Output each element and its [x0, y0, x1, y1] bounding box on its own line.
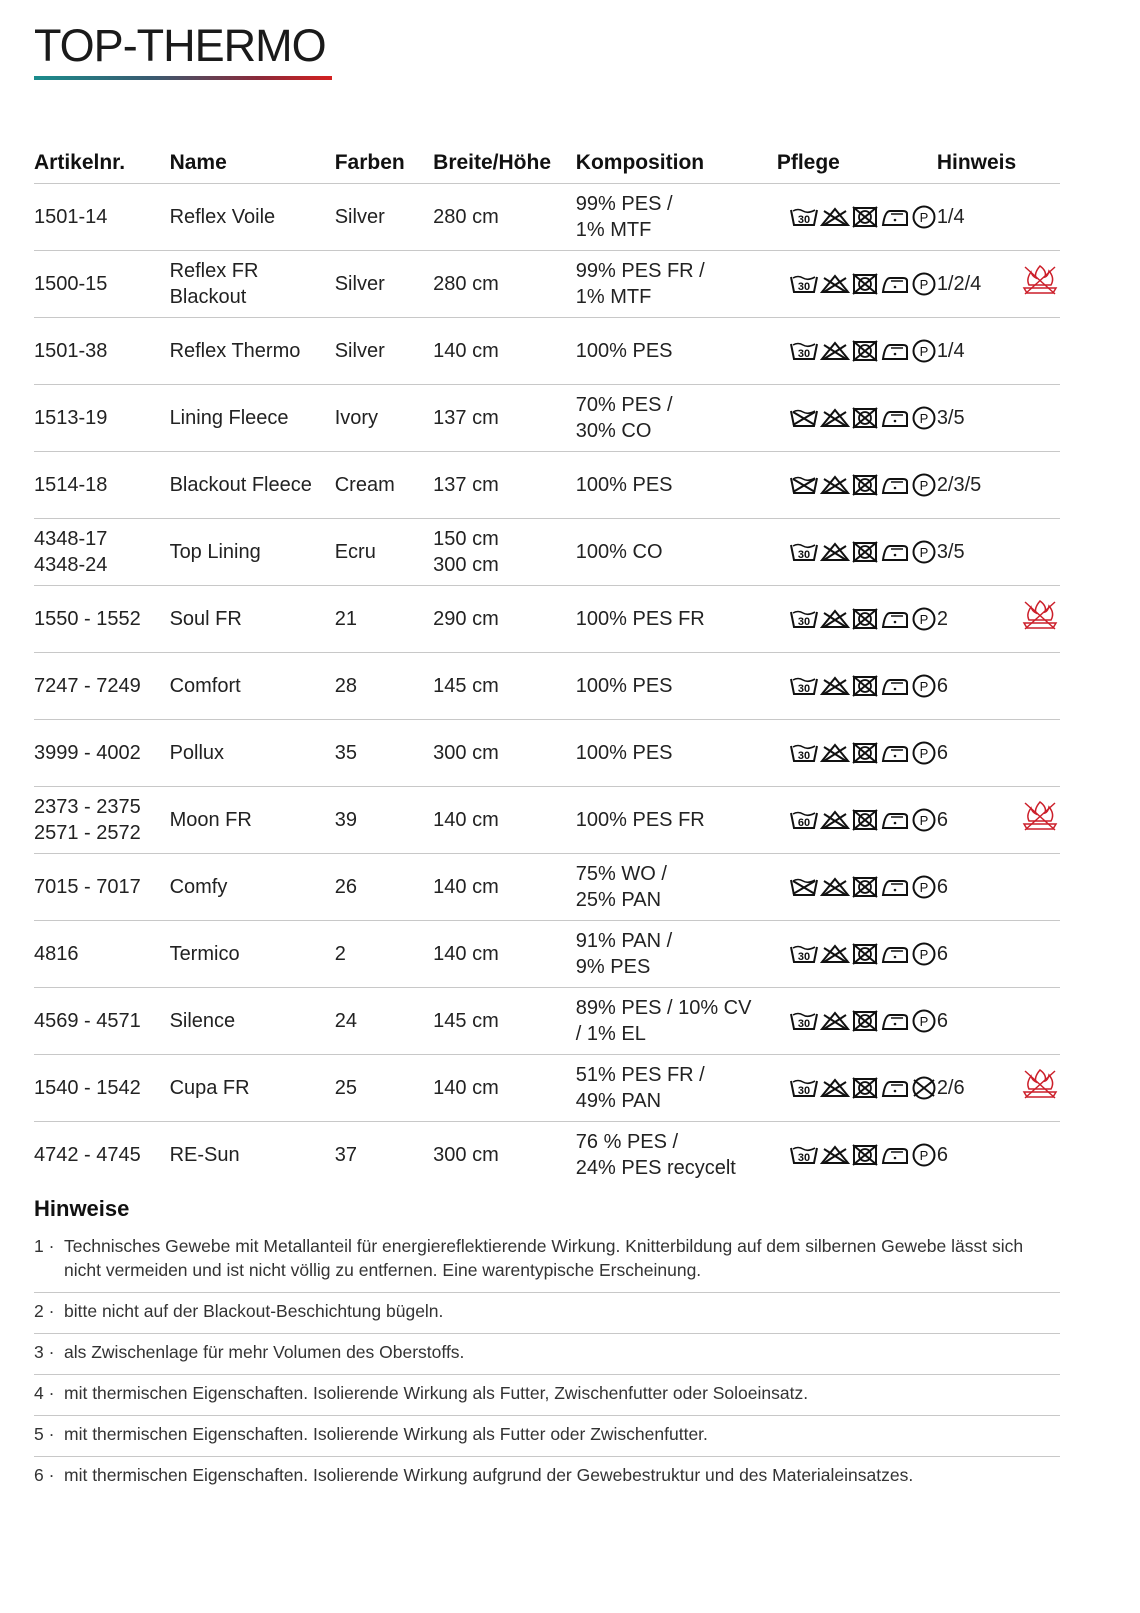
- cell-farben: 25: [335, 1054, 433, 1121]
- no-tumble-dry-icon: [851, 339, 879, 363]
- no-bleach-icon: [820, 1143, 850, 1167]
- note-text: mit thermischen Eigenschaften. Isolierende Wirkung aufgrund der Gewebestruktur und des Materialeinsatzes.: [64, 1465, 914, 1485]
- svg-text:P: P: [919, 343, 929, 359]
- cell-pflege: [777, 719, 937, 786]
- table-row: [34, 317, 1060, 384]
- svg-text:30: 30: [797, 749, 810, 762]
- no-bleach-icon: [820, 674, 850, 698]
- title-underline: [34, 76, 332, 80]
- no-tumble-dry-icon: [851, 406, 879, 430]
- svg-text:30: 30: [797, 1151, 810, 1164]
- cell-pflege: [777, 183, 937, 250]
- note-item: [34, 1334, 1060, 1375]
- cell-artikelnr: 4348-17 4348-24: [34, 518, 170, 585]
- table-row: [34, 853, 1060, 920]
- cell-hinweis: 6: [937, 719, 1016, 786]
- cell-artikelnr: 3999 - 4002: [34, 719, 170, 786]
- cell-flame: [1016, 250, 1060, 317]
- wash-tub-icon: [789, 674, 819, 698]
- iron-low-icon: [880, 339, 910, 363]
- cell-hinweis: 6: [937, 853, 1016, 920]
- svg-text:P: P: [919, 276, 929, 292]
- no-bleach-icon: [820, 1009, 850, 1033]
- cell-flame: [1016, 585, 1060, 652]
- cell-artikelnr: 4569 - 4571: [34, 987, 170, 1054]
- no-tumble-dry-icon: [851, 674, 879, 698]
- cell-artikelnr: 1501-14: [34, 183, 170, 250]
- svg-text:30: 30: [797, 682, 810, 695]
- care-symbols: [777, 472, 937, 498]
- dry-clean-p-icon: [911, 673, 937, 699]
- cell-hinweis: 1/4: [937, 183, 1016, 250]
- cell-farben: 35: [335, 719, 433, 786]
- cell-farben: 24: [335, 987, 433, 1054]
- cell-artikelnr: 1550 - 1552: [34, 585, 170, 652]
- svg-text:30: 30: [797, 1084, 810, 1097]
- wash-tub-icon: [789, 741, 819, 765]
- cell-name: Blackout Fleece: [170, 451, 335, 518]
- care-symbols: [777, 1008, 937, 1034]
- table-row: [34, 652, 1060, 719]
- no-tumble-dry-icon: [851, 473, 879, 497]
- cell-name: Pollux: [170, 719, 335, 786]
- cell-hinweis: 3/5: [937, 518, 1016, 585]
- table-row: [34, 384, 1060, 451]
- note-item: [34, 1228, 1060, 1293]
- table-header-row: [34, 147, 1060, 183]
- table-row: [34, 451, 1060, 518]
- no-tumble-dry-icon: [851, 875, 879, 899]
- svg-text:60: 60: [797, 816, 810, 829]
- cell-breite: 140 cm: [433, 920, 576, 987]
- no-tumble-dry-icon: [851, 1143, 879, 1167]
- note-text: als Zwischenlage für mehr Volumen des Oberstoffs.: [64, 1342, 465, 1362]
- note-text: mit thermischen Eigenschaften. Isolierende Wirkung als Futter, Zwischenfutter oder Soloeinsatz.: [64, 1383, 809, 1403]
- care-symbols: [777, 807, 937, 833]
- cell-pflege: [777, 853, 937, 920]
- page-title: TOP-THERMO: [34, 20, 326, 71]
- no-dry-clean-icon: [911, 1075, 937, 1101]
- cell-name: Reflex FR Blackout: [170, 250, 335, 317]
- cell-pflege: [777, 250, 937, 317]
- cell-breite: 300 cm: [433, 1143, 499, 1166]
- care-symbols: [777, 740, 937, 766]
- iron-low-icon: [880, 272, 910, 296]
- no-wash-icon: [789, 473, 819, 497]
- cell-farben: 37: [334, 1143, 357, 1166]
- cell-name: Cupa FR: [170, 1054, 335, 1121]
- no-tumble-dry-icon: [851, 808, 879, 832]
- iron-low-icon: [880, 741, 910, 765]
- svg-text:P: P: [919, 611, 929, 627]
- flame-retardant-icon: [1020, 1067, 1060, 1108]
- cell-farben: Silver: [335, 317, 433, 384]
- cell-artikelnr: 1513-19: [34, 384, 170, 451]
- no-tumble-dry-icon: [851, 607, 879, 631]
- cell-hinweis: 6: [936, 1143, 948, 1166]
- product-table: [34, 147, 1060, 1188]
- cell-breite: 280 cm: [433, 250, 576, 317]
- no-bleach-icon: [820, 1076, 850, 1100]
- note-number: 2 ·: [34, 1301, 55, 1321]
- cell-breite: 145 cm: [433, 987, 576, 1054]
- cell-komposition: 99% PES / 1% MTF: [576, 183, 777, 250]
- dry-clean-p-icon: [911, 1142, 937, 1168]
- svg-text:P: P: [919, 544, 929, 560]
- table-row: [34, 920, 1060, 987]
- cell-flame: [1016, 317, 1060, 384]
- cell-pflege: [777, 1054, 937, 1121]
- cell-breite: 140 cm: [433, 853, 576, 920]
- cell-name: Comfy: [170, 853, 335, 920]
- notes-section: [34, 1196, 1060, 1497]
- svg-text:P: P: [919, 812, 929, 828]
- iron-low-icon: [880, 1143, 910, 1167]
- cell-farben: 39: [335, 786, 433, 853]
- cell-komposition: 100% PES: [576, 317, 777, 384]
- svg-text:P: P: [919, 745, 929, 761]
- note-text: bitte nicht auf der Blackout-Beschichtung bügeln.: [64, 1301, 444, 1321]
- header-breite: Breite/Höhe: [433, 147, 576, 183]
- care-symbols: [777, 941, 937, 967]
- wash-tub-icon: [789, 339, 819, 363]
- cell-breite: 140 cm: [433, 1054, 576, 1121]
- page-header: [34, 18, 334, 80]
- svg-text:30: 30: [797, 213, 810, 226]
- no-bleach-icon: [820, 942, 850, 966]
- header-farben: Farben: [335, 147, 433, 183]
- care-symbols: [777, 606, 937, 632]
- cell-farben: Silver: [335, 183, 433, 250]
- wash-tub-icon: [789, 1143, 819, 1167]
- cell-artikelnr: 1500-15: [34, 250, 170, 317]
- wash-tub-icon: [789, 942, 819, 966]
- table-row: [34, 250, 1060, 317]
- cell-flame: [1016, 652, 1060, 719]
- dry-clean-p-icon: [911, 405, 937, 431]
- iron-low-icon: [880, 1009, 910, 1033]
- svg-text:P: P: [919, 879, 929, 895]
- no-bleach-icon: [820, 272, 850, 296]
- note-number: 6 ·: [34, 1465, 55, 1485]
- cell-komposition: 99% PES FR / 1% MTF: [576, 250, 777, 317]
- dry-clean-p-icon: [911, 606, 937, 632]
- cell-pflege: [777, 317, 937, 384]
- cell-komposition: 100% PES: [576, 652, 777, 719]
- dry-clean-p-icon: [911, 472, 937, 498]
- cell-name: Reflex Thermo: [170, 317, 335, 384]
- care-symbols: [777, 673, 937, 699]
- note-item: [34, 1375, 1060, 1416]
- svg-text:30: 30: [797, 950, 810, 963]
- no-bleach-icon: [820, 540, 850, 564]
- cell-komposition: 100% PES: [576, 719, 777, 786]
- svg-text:30: 30: [797, 347, 810, 360]
- note-number: 5 ·: [34, 1424, 55, 1444]
- cell-breite: 280 cm: [433, 183, 576, 250]
- cell-name: Silence: [170, 987, 335, 1054]
- iron-low-icon: [880, 540, 910, 564]
- iron-low-icon: [880, 607, 910, 631]
- svg-text:P: P: [919, 209, 929, 225]
- cell-name: Moon FR: [170, 786, 335, 853]
- svg-text:30: 30: [797, 1017, 810, 1030]
- cell-name: Termico: [170, 920, 335, 987]
- cell-flame: [1016, 1054, 1060, 1121]
- note-text: mit thermischen Eigenschaften. Isolierende Wirkung als Futter oder Zwischenfutter.: [64, 1424, 708, 1444]
- cell-artikelnr: 1501-38: [34, 317, 170, 384]
- cell-komposition: 89% PES / 10% CV / 1% EL: [576, 987, 777, 1054]
- no-bleach-icon: [820, 339, 850, 363]
- cell-name: Soul FR: [170, 585, 335, 652]
- table-row: [34, 518, 1060, 585]
- wash-tub-icon: [789, 272, 819, 296]
- no-tumble-dry-icon: [851, 942, 879, 966]
- cell-artikelnr: 1514-18: [34, 451, 170, 518]
- care-symbols: [777, 405, 937, 431]
- notes-title: Hinweise: [34, 1196, 130, 1221]
- cell-pflege: [777, 1121, 937, 1188]
- no-tumble-dry-icon: [851, 1009, 879, 1033]
- wash-tub-icon: [789, 205, 819, 229]
- table-row: [34, 585, 1060, 652]
- note-number: 1 ·: [34, 1236, 55, 1256]
- cell-breite: 137 cm: [433, 451, 576, 518]
- cell-hinweis: 6: [937, 920, 1016, 987]
- cell-pflege: [777, 652, 937, 719]
- iron-low-icon: [880, 875, 910, 899]
- cell-hinweis: 6: [937, 786, 1016, 853]
- table-row: [34, 1054, 1060, 1121]
- iron-low-icon: [880, 808, 910, 832]
- iron-low-icon: [880, 406, 910, 430]
- header-komposition: Komposition: [576, 147, 777, 183]
- cell-flame: [1016, 384, 1060, 451]
- cell-name: RE-Sun: [169, 1143, 240, 1166]
- cell-pflege: [777, 585, 937, 652]
- svg-text:30: 30: [797, 615, 810, 628]
- no-bleach-icon: [820, 473, 850, 497]
- cell-pflege: [777, 920, 937, 987]
- no-bleach-icon: [820, 875, 850, 899]
- care-symbols: [777, 1075, 937, 1101]
- note-item: [34, 1293, 1060, 1334]
- dry-clean-p-icon: [911, 204, 937, 230]
- wash-tub-icon: [789, 540, 819, 564]
- wash-tub-icon: [789, 607, 819, 631]
- no-wash-icon: [789, 875, 819, 899]
- cell-komposition: 100% PES: [576, 451, 777, 518]
- cell-flame: [1016, 719, 1060, 786]
- care-symbols: [777, 204, 937, 230]
- iron-low-icon: [880, 942, 910, 966]
- cell-komposition: 51% PES FR / 49% PAN: [576, 1054, 777, 1121]
- cell-hinweis: 2: [937, 585, 1016, 652]
- svg-text:P: P: [919, 477, 929, 493]
- dry-clean-p-icon: [911, 271, 937, 297]
- cell-farben: Silver: [335, 250, 433, 317]
- cell-flame: [1016, 920, 1060, 987]
- dry-clean-p-icon: [911, 874, 937, 900]
- no-bleach-icon: [820, 741, 850, 765]
- cell-name: Comfort: [170, 652, 335, 719]
- header-name: Name: [170, 147, 335, 183]
- cell-artikelnr: 7015 - 7017: [34, 853, 170, 920]
- wash-tub-icon: [789, 1076, 819, 1100]
- cell-komposition: 76 % PES / 24% PES recycelt: [575, 1130, 736, 1179]
- cell-farben: Cream: [335, 451, 433, 518]
- cell-pflege: [777, 384, 937, 451]
- no-tumble-dry-icon: [851, 272, 879, 296]
- cell-artikelnr: 1540 - 1542: [34, 1054, 170, 1121]
- cell-farben: 28: [335, 652, 433, 719]
- no-wash-icon: [789, 406, 819, 430]
- cell-farben: Ivory: [335, 384, 433, 451]
- flame-retardant-icon: [1020, 263, 1060, 304]
- care-symbols: [777, 539, 937, 565]
- notes-list: [34, 1228, 1060, 1497]
- care-symbols: [777, 271, 937, 297]
- cell-flame: [1016, 853, 1060, 920]
- no-tumble-dry-icon: [851, 741, 879, 765]
- note-number: 4 ·: [34, 1383, 55, 1403]
- cell-flame: [1016, 987, 1060, 1054]
- iron-low-icon: [880, 205, 910, 229]
- cell-flame: [1016, 518, 1060, 585]
- header-hinweis: Hinweis: [937, 147, 1016, 183]
- note-text: Technisches Gewebe mit Metallanteil für energiereflektierende Wirkung. Knitterbildung auf dem silbernen Gewebe lässt sich nicht vermeiden und ist nicht völlig zu entfernen. Eine warentypische Erscheinung.: [64, 1236, 1024, 1280]
- svg-text:P: P: [919, 410, 929, 426]
- care-symbols: [777, 874, 937, 900]
- cell-artikelnr: 2373 - 2375 2571 - 2572: [34, 786, 170, 853]
- care-symbols: [777, 338, 937, 364]
- cell-artikelnr: 4816: [34, 920, 170, 987]
- cell-hinweis: 6: [937, 652, 1016, 719]
- table-row: [34, 987, 1060, 1054]
- cell-flame: [1016, 786, 1060, 853]
- no-bleach-icon: [820, 406, 850, 430]
- wash-tub-icon: [789, 808, 819, 832]
- cell-hinweis: 1/2/4: [937, 250, 1016, 317]
- note-number: 3 ·: [34, 1342, 55, 1362]
- header-artikelnr: Artikelnr.: [34, 147, 170, 183]
- dry-clean-p-icon: [911, 941, 937, 967]
- cell-farben: Ecru: [335, 518, 433, 585]
- no-bleach-icon: [820, 205, 850, 229]
- cell-breite: 140 cm: [433, 317, 576, 384]
- cell-komposition: 91% PAN / 9% PES: [576, 920, 777, 987]
- cell-flame: [1016, 1121, 1060, 1188]
- iron-low-icon: [880, 1076, 910, 1100]
- svg-text:P: P: [919, 1147, 929, 1163]
- cell-flame: [1016, 451, 1060, 518]
- cell-farben: 2: [335, 920, 433, 987]
- iron-low-icon: [880, 473, 910, 497]
- svg-text:30: 30: [797, 280, 810, 293]
- cell-name: Top Lining: [170, 518, 335, 585]
- note-item: [34, 1457, 1060, 1497]
- no-tumble-dry-icon: [851, 1076, 879, 1100]
- dry-clean-p-icon: [911, 740, 937, 766]
- table-row: [34, 719, 1060, 786]
- svg-text:30: 30: [797, 548, 810, 561]
- cell-pflege: [777, 451, 937, 518]
- cell-pflege: [777, 987, 937, 1054]
- cell-komposition: 100% PES FR: [576, 786, 777, 853]
- cell-hinweis: 2/6: [937, 1054, 1016, 1121]
- no-tumble-dry-icon: [851, 540, 879, 564]
- no-bleach-icon: [820, 808, 850, 832]
- svg-text:P: P: [919, 946, 929, 962]
- cell-artikelnr: 4742 - 4745: [34, 1143, 141, 1166]
- table-row: [34, 183, 1060, 250]
- cell-artikelnr: 7247 - 7249: [34, 652, 170, 719]
- cell-komposition: 100% PES FR: [576, 585, 777, 652]
- cell-hinweis: 3/5: [937, 384, 1016, 451]
- cell-breite: 290 cm: [433, 585, 576, 652]
- dry-clean-p-icon: [911, 1008, 937, 1034]
- cell-pflege: [777, 786, 937, 853]
- cell-farben: 21: [335, 585, 433, 652]
- cell-name: Lining Fleece: [170, 384, 335, 451]
- dry-clean-p-icon: [911, 338, 937, 364]
- svg-text:P: P: [919, 678, 929, 694]
- cell-breite: 300 cm: [433, 719, 576, 786]
- header-flame-spacer: [1016, 147, 1060, 183]
- cell-breite: 140 cm: [433, 786, 576, 853]
- cell-breite: 150 cm 300 cm: [433, 518, 576, 585]
- iron-low-icon: [880, 674, 910, 698]
- care-symbols: [777, 1142, 937, 1168]
- flame-retardant-icon: [1020, 598, 1060, 639]
- no-bleach-icon: [820, 607, 850, 631]
- cell-hinweis: 2/3/5: [937, 451, 1016, 518]
- cell-hinweis: 6: [937, 987, 1016, 1054]
- cell-komposition: 70% PES / 30% CO: [576, 384, 777, 451]
- cell-breite: 145 cm: [433, 652, 576, 719]
- cell-flame: [1016, 183, 1060, 250]
- cell-name: Reflex Voile: [170, 183, 335, 250]
- flame-retardant-icon: [1020, 799, 1060, 840]
- no-tumble-dry-icon: [851, 205, 879, 229]
- cell-komposition: 100% CO: [576, 518, 777, 585]
- cell-hinweis: 1/4: [937, 317, 1016, 384]
- note-item: [34, 1416, 1060, 1457]
- table-row: [34, 1121, 1060, 1188]
- cell-komposition: 75% WO / 25% PAN: [576, 853, 777, 920]
- dry-clean-p-icon: [911, 807, 937, 833]
- cell-farben: 26: [335, 853, 433, 920]
- wash-tub-icon: [789, 1009, 819, 1033]
- cell-breite: 137 cm: [433, 384, 576, 451]
- dry-clean-p-icon: [911, 539, 937, 565]
- svg-text:P: P: [919, 1013, 929, 1029]
- header-pflege: Pflege: [777, 147, 937, 183]
- cell-pflege: [777, 518, 937, 585]
- table-row: [34, 786, 1060, 853]
